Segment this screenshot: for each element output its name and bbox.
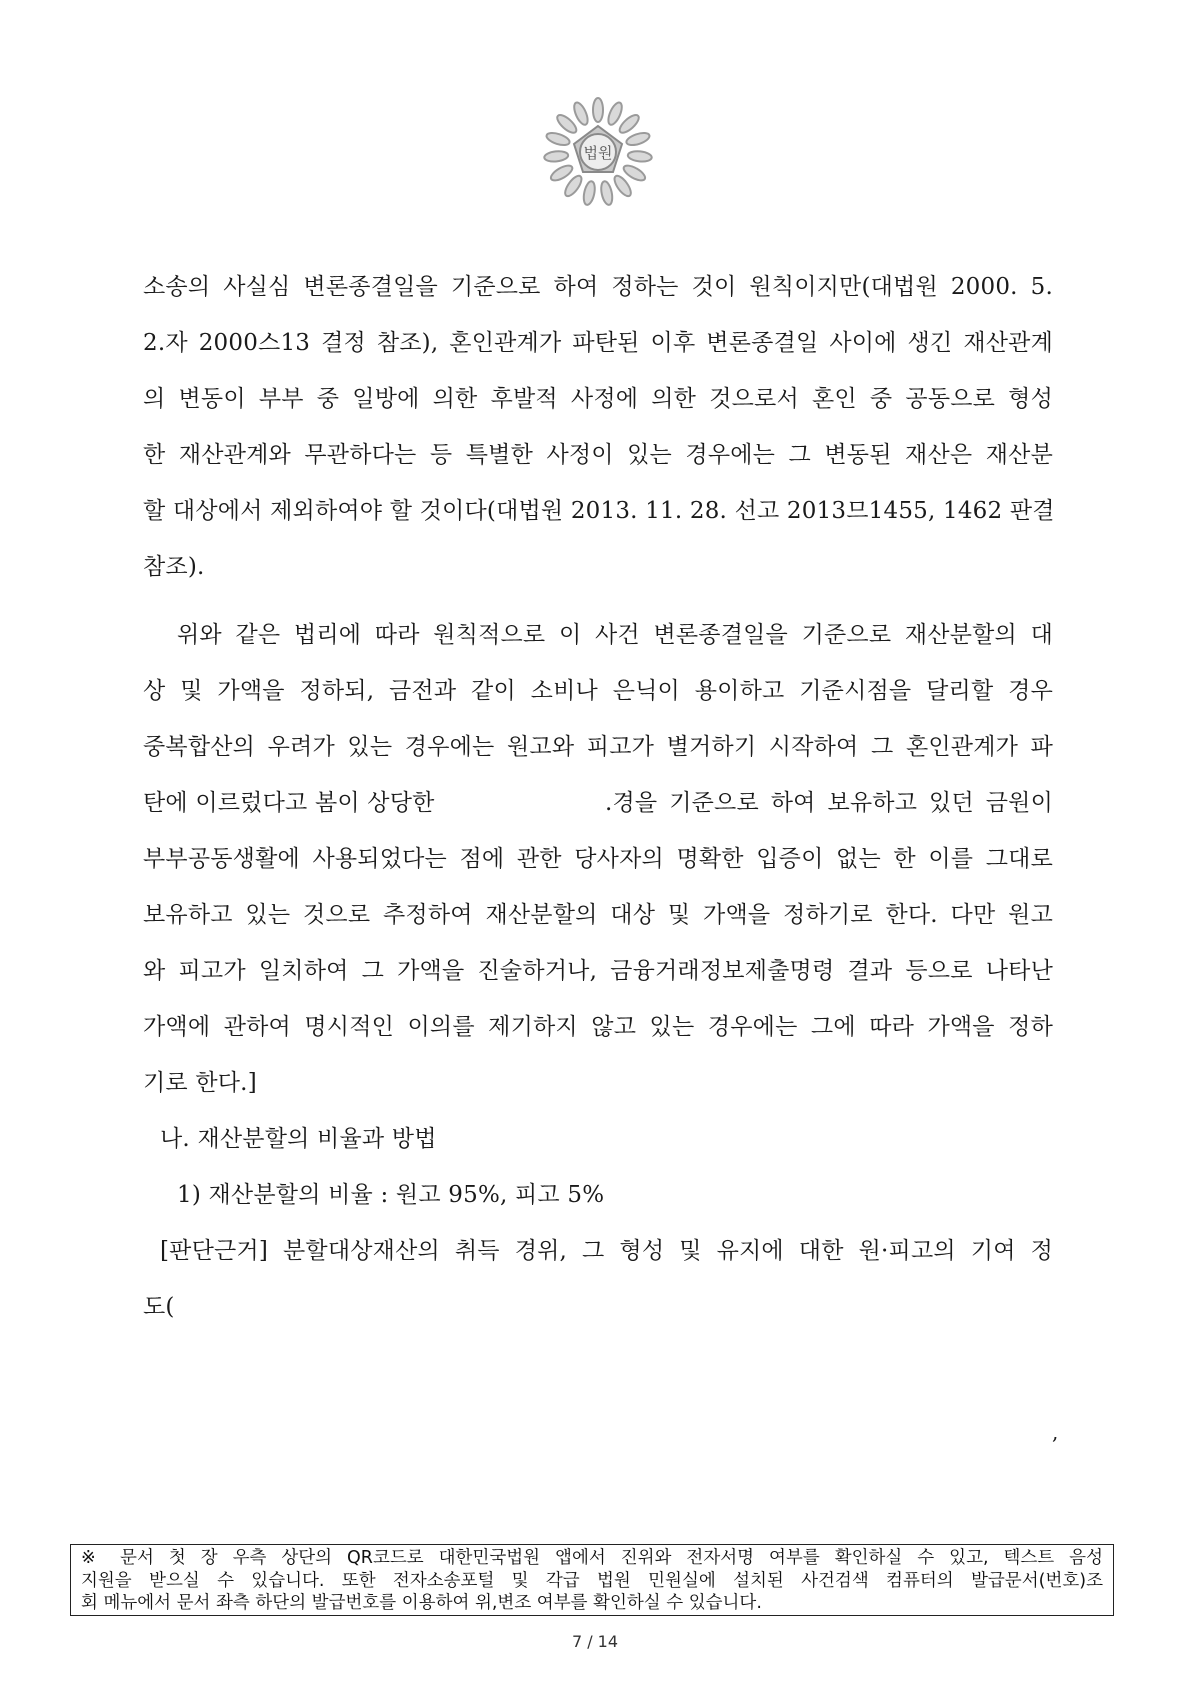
- notice-line-3: 회 메뉴에서 문서 좌측 하단의 발급번호를 이용하여 위,변조 여부를 확인하실 수 있습니다.: [81, 1593, 762, 1613]
- court-emblem-icon: [538, 92, 658, 212]
- emblem-text: 법원: [583, 144, 613, 162]
- subsection-heading: 1) 재산분할의 비율 : 원고 95%, 피고 5%: [177, 1182, 605, 1208]
- body-line: .경을 기준으로 하여 보유하고 있던 금원이: [605, 790, 1053, 816]
- body-line: 가액에 관하여 명시적인 이의를 제기하지 않고 있는 경우에는 그에 따라 가액을 정하: [143, 1014, 1053, 1040]
- notice-line-2: 지원을 받으실 수 있습니다. 또한 전자소송포털 및 각급 법원 민원실에 설치된 사건검색 컴퓨터의 발급문서(번호)조: [81, 1570, 1103, 1591]
- body-line: [판단근거] 분할대상재산의 취득 경위, 그 형성 및 유지에 대한 원·피고의 기여 정: [160, 1238, 1053, 1264]
- body-line: 2.자 2000스13 결정 참조), 혼인관계가 파탄된 이후 변론종결일 사이에 생긴 재산관계: [143, 330, 1053, 356]
- body-line: 위와 같은 법리에 따라 원칙적으로 이 사건 변론종결일을 기준으로 재산분할의 대: [177, 622, 1053, 648]
- body-line: 보유하고 있는 것으로 추정하여 재산분할의 대상 및 가액을 정하기로 한다. 다만 원고: [143, 902, 1053, 928]
- body-line: 할 대상에서 제외하여야 할 것이다(대법원 2013. 11. 28. 선고 2013므1455, 1462 판결: [143, 498, 1055, 524]
- section-heading: 나. 재산분할의 비율과 방법: [160, 1126, 437, 1152]
- body-line: 소송의 사실심 변론종결일을 기준으로 하여 정하는 것이 원칙이지만(대법원 2000. 5.: [143, 274, 1053, 300]
- body-line: 중복합산의 우려가 있는 경우에는 원고와 피고가 별거하기 시작하여 그 혼인관계가 파: [143, 734, 1053, 760]
- body-line: 한 재산관계와 무관하다는 등 특별한 사정이 있는 경우에는 그 변동된 재산은 재산분: [143, 442, 1053, 468]
- body-line: 와 피고가 일치하여 그 가액을 진술하거나, 금융거래정보제출명령 결과 등으로 나타난: [143, 958, 1053, 984]
- body-line: 부부공동생활에 사용되었다는 점에 관한 당사자의 명확한 입증이 없는 한 이를 그대로: [143, 846, 1053, 872]
- body-line: 기로 한다.]: [143, 1070, 257, 1096]
- page-number: 7 / 14: [571, 1632, 619, 1651]
- body-line: 도(: [143, 1294, 175, 1320]
- stray-comma: ,: [1052, 1420, 1059, 1444]
- body-line: 탄에 이르렀다고 봄이 상당한: [143, 790, 435, 816]
- body-line: 의 변동이 부부 중 일방에 의한 후발적 사정에 의한 것으로서 혼인 중 공동으로 형성: [143, 386, 1053, 412]
- body-line: 참조).: [143, 554, 205, 580]
- notice-line-1: ※ 문서 첫 장 우측 상단의 QR코드로 대한민국법원 앱에서 진위와 전자서명 여부를 확인하실 수 있고, 텍스트 음성: [81, 1548, 1103, 1568]
- body-line: 상 및 가액을 정하되, 금전과 같이 소비나 은닉이 용이하고 기준시점을 달리할 경우: [143, 678, 1053, 704]
- verification-notice: [70, 1544, 1114, 1616]
